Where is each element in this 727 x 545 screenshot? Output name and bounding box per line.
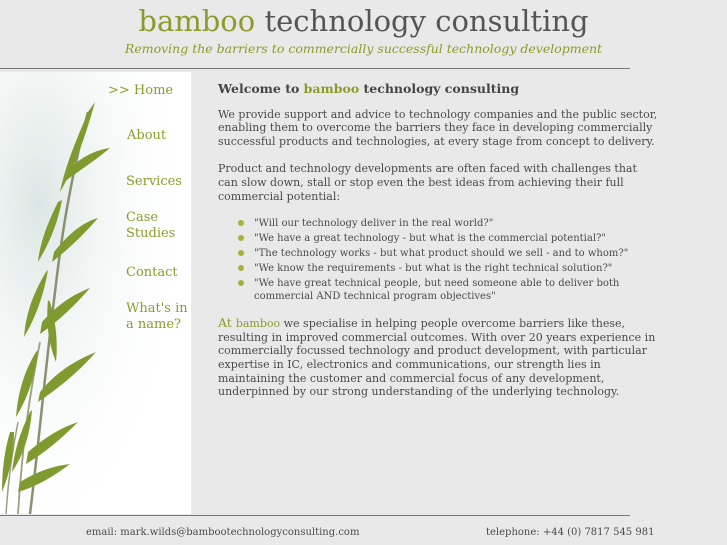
- nav-home[interactable]: >> Home: [108, 83, 174, 98]
- sidebar: [0, 72, 191, 514]
- site-logo[interactable]: [0, 4, 727, 38]
- bullet-dot-icon: [238, 235, 244, 241]
- list-item-text: "Will our technology deliver in the real world?": [254, 218, 494, 230]
- list-item: [238, 277, 658, 303]
- heading-brand: bamboo: [303, 81, 360, 96]
- nav-case-studies-line2: Studies: [126, 226, 176, 241]
- logo-rest: technology consulting: [255, 4, 589, 38]
- list-item-text: "We know the requirements - but what is the right technical solution?": [254, 263, 613, 275]
- main-content: [218, 82, 658, 413]
- bullet-dot-icon: [238, 280, 244, 286]
- bullet-dot-icon: [238, 220, 244, 226]
- page-heading: [218, 82, 658, 96]
- nav-contact[interactable]: Contact: [126, 265, 178, 280]
- nav-case-studies[interactable]: [126, 210, 175, 242]
- footer-divider: [0, 515, 630, 516]
- nav-whats-line1: What's in: [126, 301, 188, 316]
- challenges-paragraph: Product and technology developments are often faced with challenges that can slow down, stall or stop even the best ideas from achieving their full commercial potential:: [218, 162, 637, 203]
- expertise-paragraph: [218, 316, 658, 399]
- list-item-text: "We have a great technology - but what is the commercial potential?": [254, 233, 606, 245]
- expertise-lead: At: [218, 315, 236, 331]
- nav-services[interactable]: Services: [126, 174, 182, 189]
- expertise-brand: bamboo: [235, 317, 281, 331]
- heading-pre: Welcome to: [218, 81, 304, 96]
- bullet-dot-icon: [238, 265, 244, 271]
- list-item: [238, 232, 658, 245]
- list-item: [238, 247, 658, 260]
- nav-whats-in-a-name[interactable]: [126, 301, 188, 333]
- footer-email[interactable]: email: mark.wilds@bambootechnologyconsulting.com: [86, 527, 360, 538]
- list-item-text: "The technology works - but what product should we sell - and to whom?": [254, 248, 629, 260]
- header-divider: [0, 68, 630, 69]
- intro-paragraph: We provide support and advice to technology companies and the public sector, enabling them to overcome the barriers they face in developing commercially successful products and technologies, at every stage from concept to delivery.: [218, 107, 658, 148]
- nav-about[interactable]: About: [127, 128, 167, 143]
- footer-phone: telephone: +44 (0) 7817 545 981: [486, 527, 655, 538]
- list-item: [238, 262, 658, 275]
- expertise-text: we specialise in helping people overcome barriers like these, resulting in improved commercial outcomes. With over 20 years experience in commercially focussed technology and product development, with particular expertise in IC, electronics and communications, our strength lies in maintaining the customer and commercial focus of any development, underpinned by our strong understanding of the underlying technology.: [218, 317, 656, 399]
- bullet-dot-icon: [238, 250, 244, 256]
- list-item-text: "We have great technical people, but need someone able to deliver both commercial AND technical program objectives": [254, 278, 620, 303]
- list-item: [238, 217, 658, 230]
- heading-post: technology consulting: [359, 81, 520, 96]
- challenge-list: [218, 217, 658, 303]
- nav-case-studies-line1: Case: [126, 210, 159, 225]
- site-tagline: Removing the barriers to commercially successful technology development: [124, 41, 603, 56]
- logo-brand: bamboo: [138, 4, 256, 38]
- nav-whats-line2: a name?: [126, 317, 181, 332]
